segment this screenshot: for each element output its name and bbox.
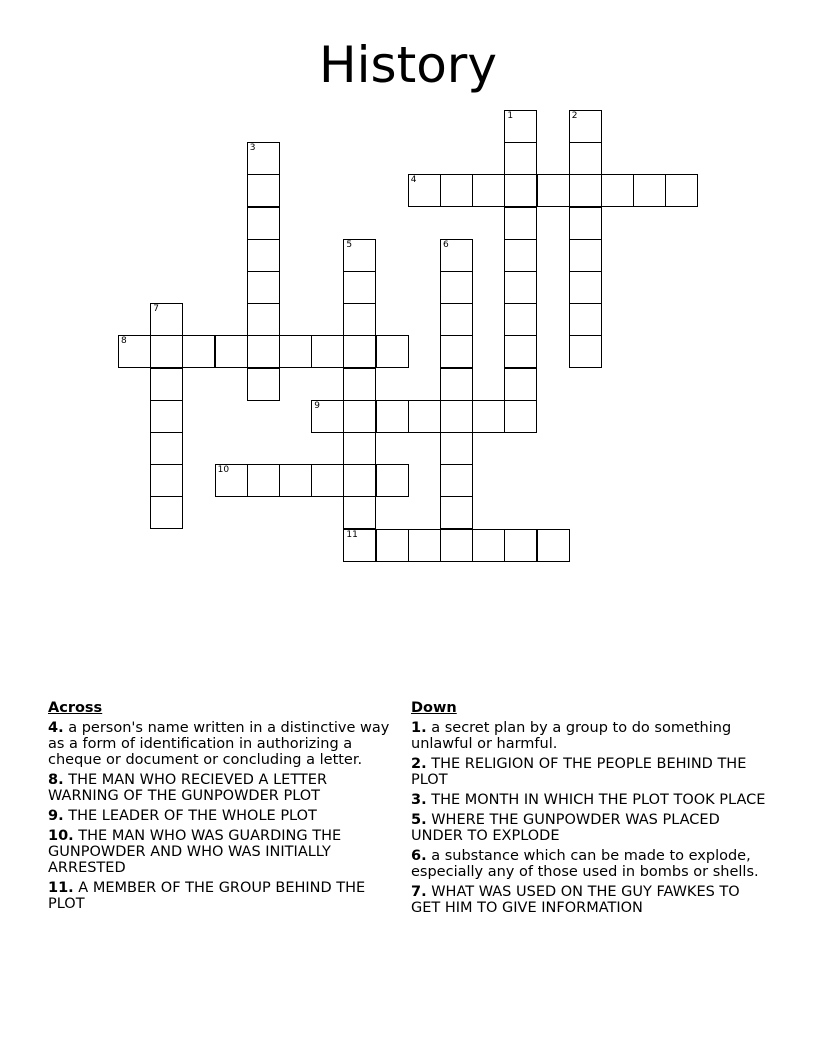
grid-cell[interactable] <box>440 174 473 207</box>
grid-cell[interactable] <box>408 400 441 433</box>
cell-number: 11 <box>346 529 358 540</box>
cell-number: 10 <box>217 465 230 476</box>
grid-cell[interactable] <box>215 335 248 368</box>
clue-number: 7. <box>411 884 427 900</box>
grid-cell[interactable] <box>665 174 698 207</box>
cell-number: 7 <box>153 304 159 315</box>
cell-number: 5 <box>346 239 353 250</box>
grid-cell[interactable] <box>408 174 441 207</box>
clue-across-8 <box>48 772 400 804</box>
across-clues <box>48 700 400 916</box>
clue-number: 6. <box>411 848 427 864</box>
grid-cell[interactable] <box>504 368 537 401</box>
grid-cell[interactable] <box>440 400 473 433</box>
clue-text: THE LEADER OF THE WHOLE PLOT <box>68 808 317 824</box>
grid-cell[interactable] <box>343 464 376 497</box>
grid-cell[interactable] <box>150 432 183 465</box>
clue-text: a person's name written in a distinctive way as a form of identification in authorizing a cheque or document or concluding a letter. <box>48 720 390 768</box>
grid-cell[interactable] <box>182 335 215 368</box>
grid-cell[interactable] <box>343 496 376 529</box>
clue-number: 1. <box>411 720 427 736</box>
grid-cell[interactable] <box>247 368 280 401</box>
grid-cell[interactable] <box>343 335 376 368</box>
grid-cell[interactable] <box>504 303 537 336</box>
grid-cell[interactable] <box>569 207 602 240</box>
clue-text: THE MAN WHO WAS GUARDING THE GUNPOWDER AND WHO WAS INITIALLY ARRESTED <box>48 828 342 876</box>
grid-cell[interactable] <box>150 368 183 401</box>
grid-cell[interactable] <box>247 207 280 240</box>
clue-across-11 <box>48 880 400 912</box>
grid-cell[interactable] <box>279 335 312 368</box>
cell-number: 9 <box>314 400 320 411</box>
clue-text: WHERE THE GUNPOWDER WAS PLACED UNDER TO EXPLODE <box>411 812 720 844</box>
grid-cell[interactable] <box>311 400 344 433</box>
grid-cell[interactable] <box>504 174 537 207</box>
grid-cell[interactable] <box>247 174 280 207</box>
clue-number: 11. <box>48 880 74 896</box>
clue-text: WHAT WAS USED ON THE GUY FAWKES TO GET HIM TO GIVE INFORMATION <box>411 884 740 916</box>
clue-across-10 <box>48 828 400 876</box>
clue-down-5 <box>411 812 771 844</box>
grid-cell[interactable] <box>440 432 473 465</box>
grid-cell[interactable] <box>440 496 473 529</box>
grid-cell[interactable] <box>504 335 537 368</box>
grid-cell[interactable] <box>569 271 602 304</box>
grid-cell[interactable] <box>569 142 602 175</box>
grid-cell[interactable] <box>311 464 344 497</box>
grid-cell[interactable] <box>472 529 505 562</box>
grid-cell[interactable] <box>569 174 602 207</box>
grid-cell[interactable] <box>569 239 602 272</box>
grid-cell[interactable] <box>504 271 537 304</box>
grid-cell[interactable] <box>633 174 666 207</box>
grid-cell[interactable] <box>247 335 280 368</box>
clue-down-6 <box>411 848 771 880</box>
clue-number: 4. <box>48 720 64 736</box>
clue-number: 9. <box>48 808 64 824</box>
grid-cell[interactable] <box>472 400 505 433</box>
clue-down-2 <box>411 756 771 788</box>
grid-cell[interactable] <box>537 174 570 207</box>
grid-cell[interactable] <box>343 400 376 433</box>
grid-cell[interactable] <box>504 207 537 240</box>
clue-number: 5. <box>411 812 427 828</box>
grid-cell[interactable] <box>569 303 602 336</box>
grid-cell[interactable] <box>504 529 537 562</box>
grid-cell[interactable] <box>376 400 409 433</box>
grid-cell[interactable] <box>343 432 376 465</box>
clue-down-7 <box>411 884 771 916</box>
grid-cell[interactable] <box>376 464 409 497</box>
clue-across-9 <box>48 808 400 824</box>
grid-cell[interactable] <box>569 335 602 368</box>
clue-text: THE MONTH IN WHICH THE PLOT TOOK PLACE <box>431 792 766 808</box>
grid-cell[interactable] <box>247 239 280 272</box>
clue-text: a secret plan by a group to do something unlawful or harmful. <box>411 720 732 752</box>
grid-cell[interactable] <box>343 368 376 401</box>
grid-cell[interactable] <box>440 368 473 401</box>
grid-cell[interactable] <box>440 529 473 562</box>
grid-cell[interactable] <box>601 174 634 207</box>
grid-cell[interactable] <box>472 174 505 207</box>
cell-number: 6 <box>443 239 449 250</box>
grid-cell[interactable] <box>376 335 409 368</box>
clue-text: THE MAN WHO RECIEVED A LETTER WARNING OF THE GUNPOWDER PLOT <box>48 772 328 804</box>
cell-number: 1 <box>507 111 514 121</box>
clue-across-4 <box>48 720 400 768</box>
grid-cell[interactable] <box>118 335 151 368</box>
grid-cell[interactable] <box>247 464 280 497</box>
cell-number: 3 <box>249 143 256 154</box>
clue-number: 3. <box>411 792 427 808</box>
grid-cell[interactable] <box>440 239 473 272</box>
page-title: History <box>319 36 497 94</box>
grid-cell[interactable] <box>504 239 537 272</box>
grid-cell[interactable] <box>569 110 602 143</box>
grid-cell[interactable] <box>408 529 441 562</box>
grid-cell[interactable] <box>440 303 473 336</box>
clue-text: THE RELIGION OF THE PEOPLE BEHIND THE PLOT <box>411 756 747 788</box>
grid-cell[interactable] <box>440 335 473 368</box>
grid-cell[interactable] <box>504 400 537 433</box>
grid-cell[interactable] <box>247 271 280 304</box>
clue-down-3 <box>411 792 771 808</box>
grid-cell[interactable] <box>343 303 376 336</box>
down-heading: Down <box>411 700 457 716</box>
grid-cell[interactable] <box>150 496 183 529</box>
down-clues <box>411 700 771 920</box>
grid-cell[interactable] <box>504 142 537 175</box>
grid-cell[interactable] <box>537 529 570 562</box>
grid-cell[interactable] <box>343 239 376 272</box>
grid-cell[interactable] <box>215 464 248 497</box>
clue-down-1 <box>411 720 771 752</box>
grid-cell[interactable] <box>343 529 376 562</box>
grid-cell[interactable] <box>311 335 344 368</box>
clue-number: 10. <box>48 828 74 844</box>
grid-cell[interactable] <box>279 464 312 497</box>
clue-text: A MEMBER OF THE GROUP BEHIND THE PLOT <box>48 880 366 912</box>
grid-cell[interactable] <box>150 335 183 368</box>
cell-number: 4 <box>410 175 417 186</box>
clue-number: 8. <box>48 772 64 788</box>
grid-cell[interactable] <box>247 303 280 336</box>
grid-cell[interactable] <box>376 529 409 562</box>
clue-text: a substance which can be made to explode, especially any of those used in bombs or shells. <box>411 848 759 880</box>
cell-number: 2 <box>571 111 578 121</box>
across-heading: Across <box>48 700 103 716</box>
grid-cell[interactable] <box>440 271 473 304</box>
grid-cell[interactable] <box>440 464 473 497</box>
cell-number: 8 <box>121 336 127 347</box>
grid-cell[interactable] <box>150 400 183 433</box>
grid-cell[interactable] <box>150 464 183 497</box>
grid-cell[interactable] <box>343 271 376 304</box>
grid-cell[interactable] <box>150 303 183 336</box>
grid-cell[interactable] <box>504 110 537 143</box>
grid-cell[interactable] <box>247 142 280 175</box>
clue-number: 2. <box>411 756 427 772</box>
